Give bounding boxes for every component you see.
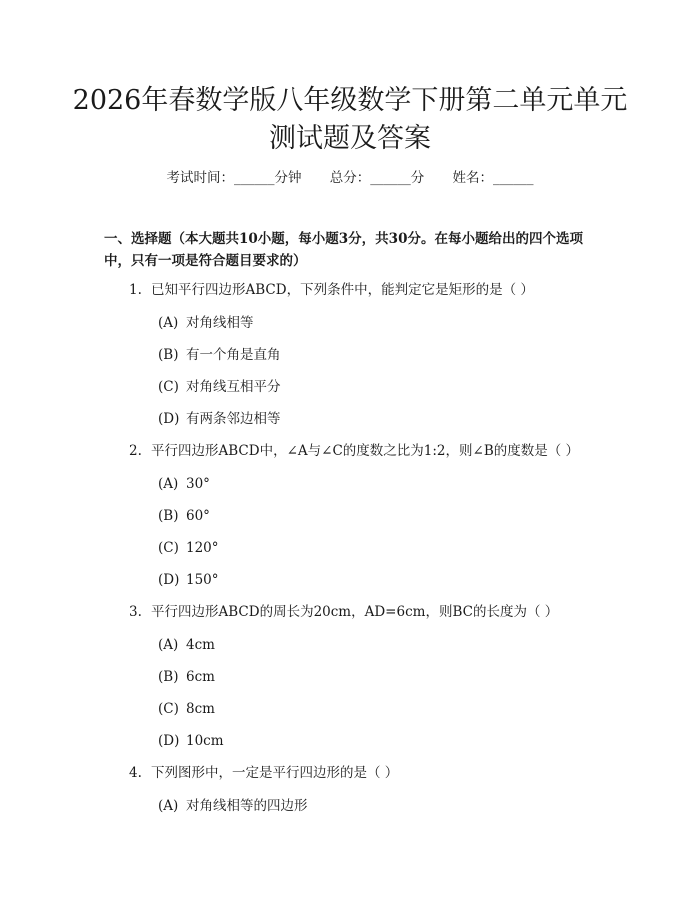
option-text: 4cm [186,637,215,653]
question-2-option-b [158,506,210,526]
student-name-blank: ______ [493,170,534,186]
question-2-option-c [158,538,219,558]
option-text: 10cm [186,733,224,749]
option-label: (C) [158,379,179,395]
question-2-option-d [158,570,219,590]
exam-meta [0,168,700,188]
total-score-label: 总分： [329,170,371,186]
option-label: (A) [158,476,179,492]
exam-time-unit: 分钟 [274,170,302,186]
option-text: 60° [186,508,210,524]
option-text: 150° [186,572,219,588]
option-text: 对角线相等 [186,315,254,331]
question-3-option-c [158,699,215,719]
option-label: (C) [158,701,179,717]
question-1-option-d [158,409,281,429]
option-text: 8cm [186,701,215,717]
exam-time-blank: ______ [233,170,275,186]
question-1-option-b [158,345,281,365]
option-label: (A) [158,315,179,331]
document-title: 2026年春数学版八年级数学下册第二单元单元测试题及答案 [72,85,628,154]
exam-time-field [166,170,301,186]
option-text: 有两条邻边相等 [186,411,281,427]
option-text: 6cm [186,669,215,685]
question-text: 平行四边形ABCD中，∠A与∠C的度数之比为1:2，则∠B的度数是（ ） [151,443,580,459]
option-text: 有一个角是直角 [186,347,281,363]
question-3-option-d [158,731,224,751]
question-text: 下列图形中，一定是平行四边形的是（ ） [151,765,399,781]
question-text: 已知平行四边形ABCD，下列条件中，能判定它是矩形的是（ ） [151,282,534,298]
option-label: (A) [158,637,179,653]
question-4 [129,763,609,783]
question-3-option-a [158,635,215,655]
question-3-option-b [158,667,215,687]
option-label: (B) [158,669,179,685]
option-label: (A) [158,798,179,814]
option-label: (B) [158,347,179,363]
total-score-blank: ______ [370,170,411,186]
option-text: 30° [186,476,210,492]
question-1-option-a [158,313,254,333]
question-2-option-a [158,474,210,494]
question-2 [129,441,609,461]
option-label: (D) [158,572,180,588]
question-number: 2. [129,443,142,459]
question-1-option-c [158,377,281,397]
option-label: (D) [158,733,180,749]
question-4-option-a [158,796,308,816]
student-name-label: 姓名： [452,170,494,186]
exam-time-label: 考试时间： [166,170,234,186]
option-text: 对角线互相平分 [186,379,281,395]
question-number: 3. [129,604,142,620]
question-1 [129,280,609,300]
total-score-field [330,170,425,186]
student-name-field [453,170,534,186]
option-label: (C) [158,540,179,556]
question-number: 1. [129,282,142,298]
section-heading: 一、选择题（本大题共10小题，每小题3分，共30分。在每小题给出的四个选项中，只有一项是符合题目要求的） [104,231,583,269]
option-text: 对角线相等的四边形 [186,798,308,814]
question-text: 平行四边形ABCD的周长为20cm，AD=6cm，则BC的长度为（ ） [151,604,559,620]
option-text: 120° [186,540,219,556]
question-number: 4. [129,765,142,781]
option-label: (D) [158,411,180,427]
question-3 [129,602,609,622]
option-label: (B) [158,508,179,524]
total-score-unit: 分 [410,170,425,186]
